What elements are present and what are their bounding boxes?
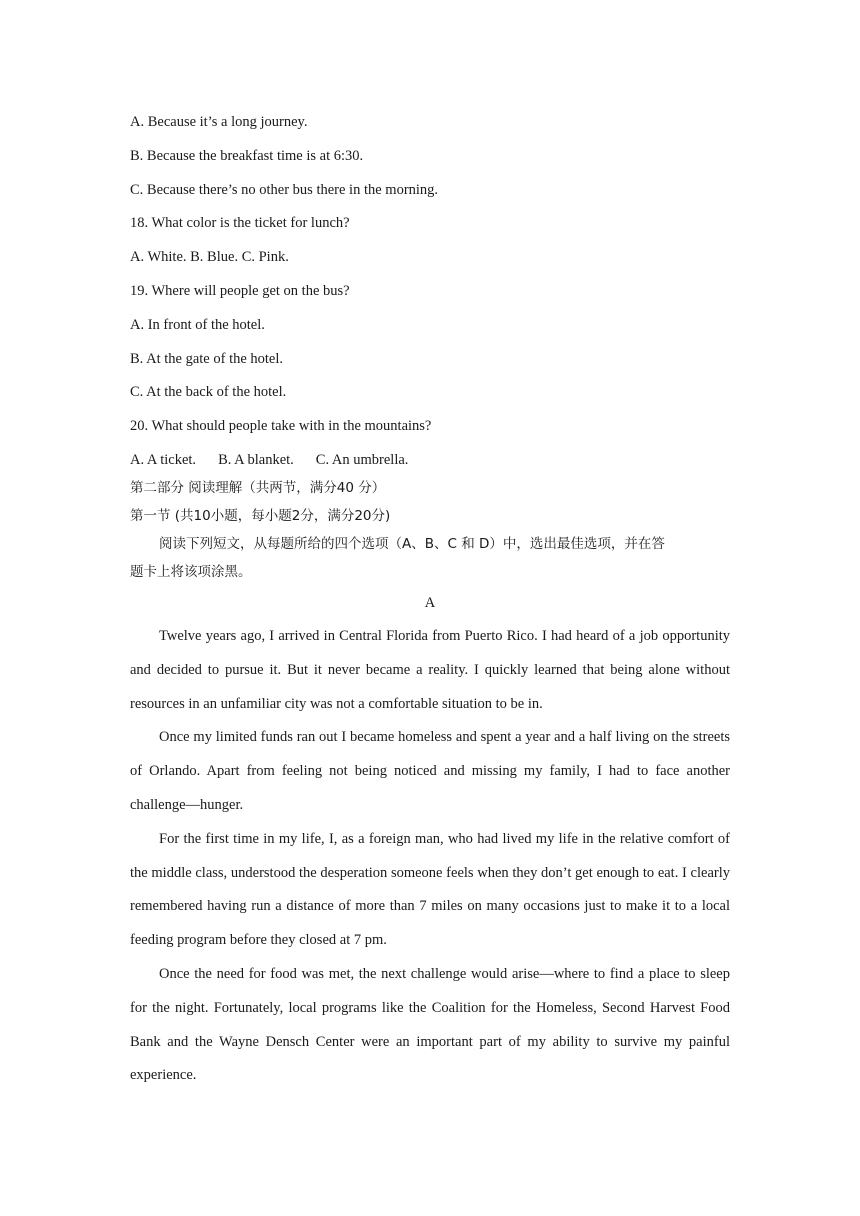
part-title: 第二部分 阅读理解（共两节，满分40 分）: [130, 479, 386, 496]
paragraph-3: For the first time in my life, I, as a foreign man, who had lived my life in the relative comfort of the middle class, understood the desperation someone feels when they don’t get enough to eat. I clearly remembered having run a distance of more than 7 miles on many occasions just to make it to a local feeding program before they closed at 7 pm.: [130, 830, 730, 949]
q20-question: 20. What should people take with in the mountains?: [130, 418, 432, 435]
q17-option-c: C. Because there’s no other bus there in the morning.: [130, 181, 439, 198]
q19-question: 19. Where will people get on the bus?: [130, 282, 350, 299]
q20-option-a: A. A ticket.: [130, 451, 197, 468]
paragraph-2: Once my limited funds ran out I became homeless and spent a year and a half living on the streets of Orlando. Apart from feeling not being noticed and missing my family, I had to face another challenge—hunger.: [130, 729, 730, 813]
q19-option-c: C. At the back of the hotel.: [130, 384, 287, 401]
q19-option-b: B. At the gate of the hotel.: [130, 350, 284, 367]
passage-body: [130, 620, 730, 1093]
paragraph-4: Once the need for food was met, the next challenge would arise—where to find a place to sleep for the night. Fortunately, local programs like the Coalition for the Homeless, Second Harvest Food Bank and the Wayne Densch Center were an important part of my ability to survive my painful experience.: [130, 965, 730, 1084]
q19-option-a: A. In front of the hotel.: [130, 316, 265, 333]
q17-option-b: B. Because the breakfast time is at 6:30.: [130, 147, 364, 164]
exam-page: [130, 112, 730, 1093]
q20-option-b: B. A blanket.: [218, 451, 294, 468]
q18-options: A. White. B. Blue. C. Pink.: [130, 249, 289, 266]
q20-option-c: C. An umbrella.: [315, 451, 409, 468]
q20-options: [130, 450, 730, 474]
instruction-line-2: 题卡上将该项涂黑。: [130, 563, 252, 580]
section-title: 第一节 (共10小题，每小题2分，满分20分): [130, 507, 391, 524]
paragraph-1: Twelve years ago, I arrived in Central Florida from Puerto Rico. I had heard of a job opportunity and decided to pursue it. But it never became a reality. I quickly learned that being alone without resources in an unfamiliar city was not a comfortable situation to be in.: [130, 627, 730, 712]
passage-label: A: [424, 594, 436, 611]
instruction-line-1: 阅读下列短文，从每题所给的四个选项（A、B、C 和 D）中，选出最佳选项，并在答: [159, 535, 665, 552]
q17-option-a: A. Because it’s a long journey.: [130, 114, 308, 130]
q18-question: 18. What color is the ticket for lunch?: [130, 215, 350, 232]
